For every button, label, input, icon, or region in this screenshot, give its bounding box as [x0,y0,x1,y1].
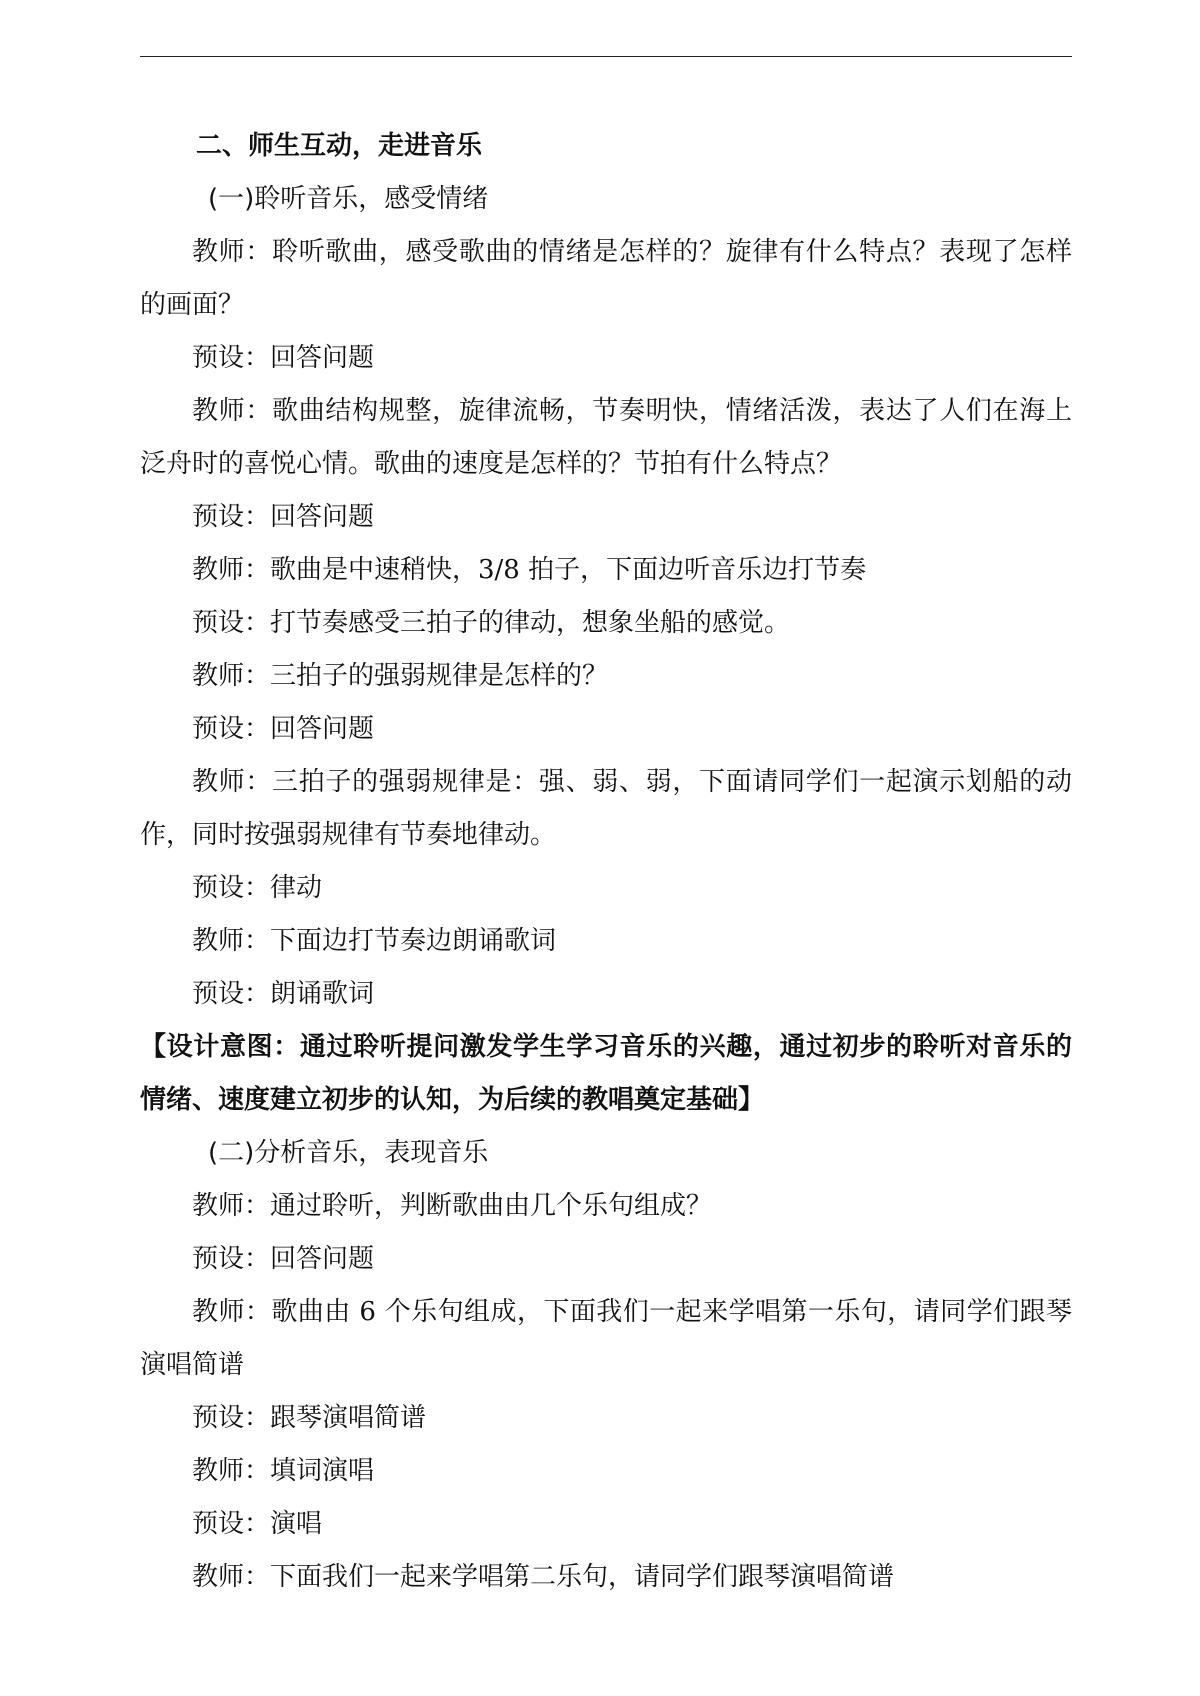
paragraph: 教师：填词演唱 [192,1456,375,1486]
paragraph: 预设：跟琴演唱简谱 [192,1403,427,1433]
paragraph: 预设：回答问题 [192,714,375,744]
header-rule [140,56,1072,57]
paragraph: 教师：三拍子的强弱规律是：强、弱、弱，下面请同学们一起演示划船的动作，同时按强弱规律有节奏地律动。 [140,767,1072,850]
paragraph: 预设：回答问题 [192,1244,375,1274]
paragraph: 教师：下面边打节奏边朗诵歌词 [192,926,557,956]
paragraph: 预设：演唱 [192,1509,323,1539]
paragraph: 教师：三拍子的强弱规律是怎样的？ [192,661,609,691]
paragraph: 教师：聆听歌曲，感受歌曲的情绪是怎样的？旋律有什么特点？表现了怎样的画面？ [140,237,1072,320]
paragraph: 预设：律动 [192,873,323,903]
paragraph: 教师：通过聆听，判断歌曲由几个乐句组成？ [192,1191,713,1221]
paragraph: 预设：回答问题 [192,343,375,373]
paragraph: 教师：歌曲是中速稍快，3/8 拍子，下面边听音乐边打节奏 [192,555,867,585]
paragraph: 教师：下面我们一起来学唱第二乐句，请同学们跟琴演唱简谱 [192,1562,895,1592]
subsection-title-2: (二)分析音乐，表现音乐 [208,1138,489,1168]
paragraph: 教师：歌曲由 6 个乐句组成，下面我们一起来学唱第一乐句，请同学们跟琴演唱简谱 [140,1297,1072,1380]
paragraph: 教师：歌曲结构规整，旋律流畅，节奏明快，情绪活泼，表达了人们在海上泛舟时的喜悦心情。歌曲的速度是怎样的？节拍有什么特点？ [140,396,1072,479]
paragraph: 预设：打节奏感受三拍子的律动，想象坐船的感觉。 [192,608,791,638]
subsection-title-1: (一)聆听音乐，感受情绪 [208,184,489,214]
document-body [140,120,1072,1604]
paragraph: 预设：回答问题 [192,502,375,532]
paragraph: 预设：朗诵歌词 [192,979,375,1009]
design-intent-note: 【设计意图：通过聆听提问激发学生学习音乐的兴趣，通过初步的聆听对音乐的情绪、速度建立初步的认知，为后续的教唱奠定基础】 [140,1032,1072,1115]
section-heading: 二、师生互动，走进音乐 [196,131,483,161]
